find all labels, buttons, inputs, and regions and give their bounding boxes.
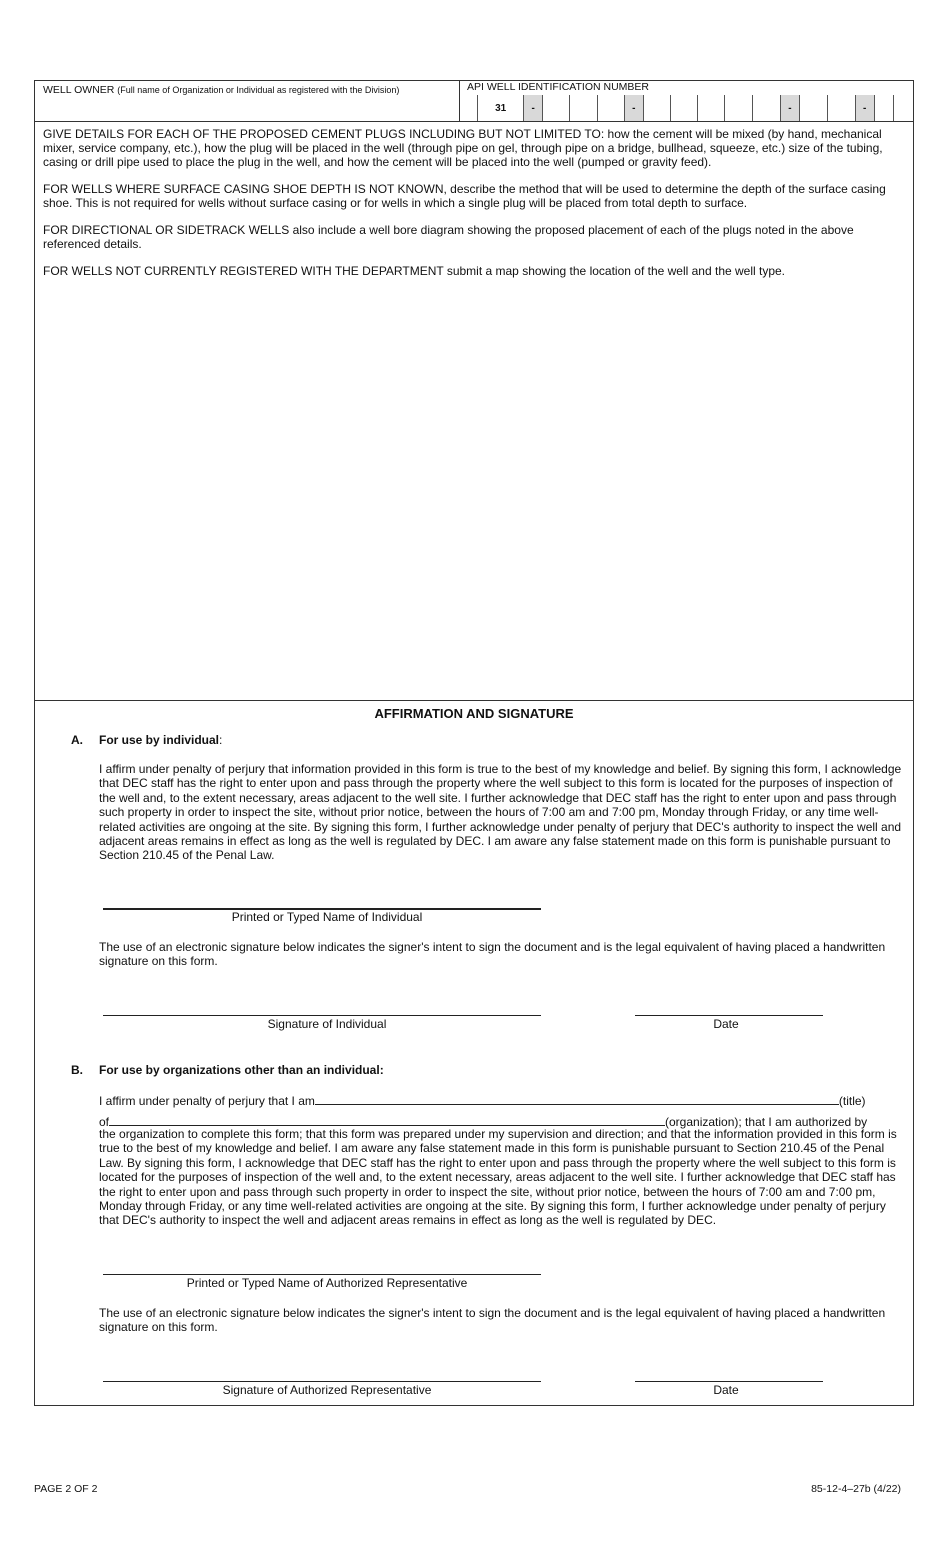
organization-input-line[interactable]: [109, 1113, 665, 1126]
title-input-line[interactable]: [315, 1092, 839, 1105]
well-owner-field[interactable]: [35, 81, 460, 121]
api-dash: -: [625, 95, 644, 121]
api-number-label: API WELL IDENTIFICATION NUMBER: [467, 81, 650, 93]
title-suffix: (title): [838, 1094, 866, 1108]
page-number: PAGE 2 OF 2: [34, 1483, 98, 1495]
api-digit-cell[interactable]: [725, 95, 753, 121]
api-digit-cell[interactable]: [828, 95, 856, 121]
api-digit-cell[interactable]: [800, 95, 828, 121]
instruction-unregistered-wells: FOR WELLS NOT CURRENTLY REGISTERED WITH THE DEPARTMENT submit a map showing the location of the well and the well type.: [43, 264, 786, 278]
instruction-surface-casing: FOR WELLS WHERE SURFACE CASING SHOE DEPTH IS NOT KNOWN, describe the method that will be used to determine the depth of the surface casing shoe. This is not required for wells without surface casing or for wells in which a single plug will be placed from total depth to surface.: [43, 182, 886, 210]
well-owner-label-main: WELL OWNER: [43, 84, 115, 96]
individual-date-line[interactable]: [635, 1015, 823, 1016]
well-owner-label-sub: (Full name of Organization or Individual as registered with the Division): [117, 85, 400, 95]
api-digit-cell[interactable]: [671, 95, 699, 121]
api-dash: -: [781, 95, 800, 121]
organization-suffix: (organization); that I am authorized by: [665, 1115, 868, 1129]
api-digit-cell[interactable]: [543, 95, 570, 121]
representative-signature-caption: Signature of Authorized Representative: [222, 1383, 432, 1397]
section-b-esignature-text: The use of an electronic signature below indicates the signer's intent to sign the document and is the legal equivalent of having placed a handwritten signature on this form.: [99, 1306, 886, 1335]
section-b-letter: B.: [71, 1063, 83, 1077]
section-a-affirmation-text: I affirm under penalty of perjury that information provided in this form is true to the best of my knowledge and belief. By signing this form, I acknowledge that DEC staff has the right to enter upon and pass through the property where the well subject to this form is located for the purposes of inspection of the well and, to the extent necessary, areas adjacent to the well site. I further acknowledge that DEC staff has the right to enter upon and pass through such property in order to inspect the site, without prior notice, between the hours of 7:00 am and 7:00 pm, Monday through Friday, or any time well-related activities are ongoing at the site. By signing this form, I further acknowledge under penalty of perjury that DEC's authority to inspect the well and adjacent areas remains in effect as long as the well is regulated by DEC. I am aware any false statement made on this form is punishable pursuant to Section 210.45 of the Penal Law.: [99, 762, 902, 863]
api-state-code: 31: [478, 95, 524, 121]
api-number-field[interactable]: [459, 95, 913, 121]
api-digit-cell[interactable]: [894, 95, 913, 121]
representative-signature-line[interactable]: [103, 1381, 541, 1382]
section-a-heading-text: For use by individual: [99, 733, 220, 747]
api-dash: -: [856, 95, 875, 121]
section-a-heading: [99, 733, 222, 747]
api-digit-cell[interactable]: [753, 95, 781, 121]
section-a-letter: A.: [71, 733, 83, 747]
well-owner-label: [43, 84, 399, 96]
form-header: [35, 81, 913, 122]
section-b-affirmation-text: the organization to complete this form; that this form was prepared under my supervision and direction; and that the information provided in this form is true to the best of my knowledge and belief. I am aware any false statement made in this form is punishable pursuant to Section 210.45 of the Penal Law. By signing this form, I acknowledge that DEC staff has the right to enter upon and pass through the property where the well subject to this form is located for the purposes of inspection of the well and, to the extent necessary, areas adjacent to the well site. I further acknowledge that DEC staff has the right to enter upon and pass through such property in order to inspect the site, without prior notice, between the hours of 7:00 am and 7:00 pm, Monday through Friday, or any time well-related activities are ongoing at the site. By signing this form, I further acknowledge under penalty of perjury that DEC's authority to inspect the well and adjacent areas remains in effect as long as the well is regulated by DEC.: [99, 1127, 897, 1228]
api-digit-cell[interactable]: [698, 95, 725, 121]
affirm-prefix: I affirm under penalty of perjury that I am: [99, 1094, 315, 1108]
api-cell-spacer: [459, 95, 478, 121]
api-digit-cell[interactable]: [570, 95, 598, 121]
representative-date-line[interactable]: [635, 1381, 823, 1382]
affirmation-section: [35, 700, 913, 1407]
api-digit-cell[interactable]: [598, 95, 625, 121]
form-frame: [34, 80, 914, 1406]
individual-date-caption: Date: [713, 1017, 739, 1031]
individual-name-caption: Printed or Typed Name of Individual: [231, 910, 423, 924]
instruction-cement-plugs: GIVE DETAILS FOR EACH OF THE PROPOSED CEMENT PLUGS INCLUDING BUT NOT LIMITED TO: how the cement will be mixed (by hand, mechanical mixer, service company, etc.), how the plug will be placed in the well (through pipe on gel, through pipe on a bridge, bullhead, squeeze, etc.) size of the tubing, casing or drill pipe used to place the plug in the well, and how the cement will be placed into the well (pumped or gravity feed).: [43, 127, 883, 169]
of-prefix: of: [99, 1115, 110, 1129]
api-digit-cell[interactable]: [875, 95, 894, 121]
affirmation-title: AFFIRMATION AND SIGNATURE: [374, 706, 574, 721]
individual-signature-line[interactable]: [103, 1015, 541, 1016]
plug-details-instructions: [43, 127, 903, 291]
section-b-title-row: [99, 1092, 907, 1108]
section-a-esignature-text: The use of an electronic signature below indicates the signer's intent to sign the document and is the legal equivalent of having placed a handwritten signature on this form.: [99, 940, 886, 969]
representative-date-caption: Date: [713, 1383, 739, 1397]
section-a-heading-colon: :: [219, 733, 223, 747]
instruction-directional-wells: FOR DIRECTIONAL OR SIDETRACK WELLS also include a well bore diagram showing the proposed placement of each of the plugs noted in the above referenced details.: [43, 223, 854, 251]
individual-signature-caption: Signature of Individual: [267, 1017, 387, 1031]
section-b-heading-text: For use by organizations other than an individual:: [99, 1063, 384, 1077]
section-b-heading: [99, 1063, 384, 1077]
api-digit-cell[interactable]: [644, 95, 671, 121]
form-number: 85-12-4–27b (4/22): [811, 1483, 901, 1495]
api-dash: -: [524, 95, 543, 121]
representative-name-line[interactable]: [103, 1274, 541, 1275]
representative-name-caption: Printed or Typed Name of Authorized Representative: [186, 1276, 468, 1290]
